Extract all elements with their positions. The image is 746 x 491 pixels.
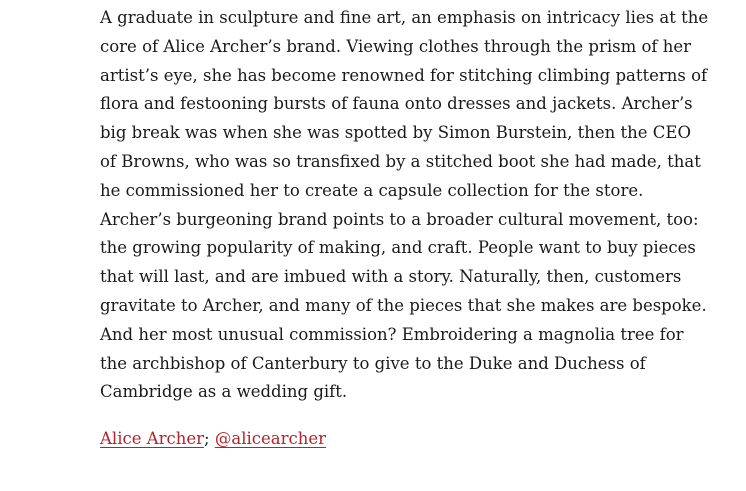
paragraph-line: Archer’s burgeoning brand points to a broader cultural movement, too: [100, 209, 699, 229]
paragraph-line: big break was when she was spotted by Simon Burstein, then the CEO [100, 123, 691, 143]
paragraph-line: the growing popularity of making, and craft. People want to buy pieces [100, 238, 696, 258]
paragraph-line: And her most unusual commission? Embroidering a magnolia tree for [100, 324, 684, 344]
paragraph-line: Cambridge as a wedding gift. [100, 382, 348, 402]
article-paragraph [100, 4, 709, 407]
paragraph-line: artist’s eye, she has become renowned for stitching climbing patterns of [100, 65, 708, 85]
article-body [100, 4, 709, 454]
credit-links [100, 425, 680, 454]
link-separator: ; [204, 429, 210, 449]
paragraph-line: that will last, and are imbued with a story. Naturally, then, customers [100, 267, 682, 287]
social-handle-link[interactable]: @alicearcher [214, 429, 327, 449]
paragraph-line: gravitate to Archer, and many of the pieces that she makes are bespoke. [100, 295, 707, 315]
website-link[interactable]: Alice Archer [100, 429, 205, 449]
paragraph-line: the archbishop of Canterbury to give to the Duke and Duchess of [100, 353, 646, 373]
paragraph-line: A graduate in sculpture and fine art, an emphasis on intricacy lies at the [100, 8, 709, 27]
paragraph-line: he commissioned her to create a capsule collection for the store. [100, 180, 644, 200]
paragraph-line: flora and festooning bursts of fauna onto dresses and jackets. Archer’s [100, 94, 693, 114]
paragraph-line: core of Alice Archer’s brand. Viewing clothes through the prism of her [100, 36, 692, 56]
paragraph-line: of Browns, who was so transfixed by a stitched boot she had made, that [100, 151, 701, 171]
